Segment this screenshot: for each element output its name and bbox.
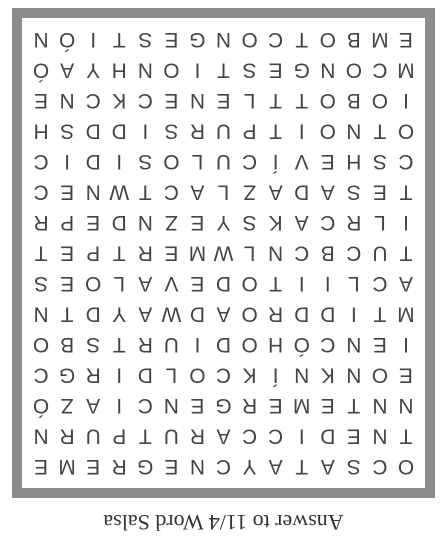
grid-letter: N: [33, 27, 49, 51]
grid-letter: T: [269, 119, 283, 143]
grid-letter: C: [372, 58, 388, 82]
grid-letter: T: [217, 58, 230, 82]
grid-letter: Z: [243, 180, 256, 204]
grid-letter: I: [324, 272, 331, 296]
grid-letter: I: [403, 333, 409, 357]
grid-letter: Z: [60, 394, 74, 418]
grid-letter: K: [268, 210, 283, 234]
grid-letter: L: [191, 149, 204, 173]
grid-letter: R: [85, 363, 101, 387]
grid-letter: N: [33, 302, 49, 326]
grid-letter: I: [90, 27, 97, 51]
grid-letter: C: [242, 149, 258, 173]
word-search-grid: [22, 18, 425, 488]
grid-letter: D: [137, 363, 153, 387]
grid-letter: S: [346, 180, 361, 204]
grid-letter: H: [111, 58, 127, 82]
grid-letter: A: [268, 455, 283, 479]
grid-letter: R: [111, 455, 127, 479]
grid-letter: T: [112, 333, 126, 357]
grid-letter: D: [85, 119, 101, 143]
grid-letter: R: [268, 302, 284, 326]
grid-letter: T: [112, 241, 126, 265]
grid-letter: U: [163, 333, 179, 357]
grid-letter: R: [189, 119, 205, 143]
grid-letter: O: [397, 455, 415, 479]
grid-letter: T: [399, 180, 413, 204]
grid-letter: V: [164, 272, 179, 296]
grid-letter: C: [372, 455, 388, 479]
grid-letter: I: [194, 333, 201, 357]
grid-letter: O: [85, 272, 102, 296]
grid-letter: E: [320, 149, 335, 173]
grid-letter: O: [397, 119, 415, 143]
grid-letter: C: [268, 424, 284, 448]
grid-letter: I: [116, 149, 123, 173]
grid-letter: C: [215, 455, 232, 479]
grid-letter: S: [242, 210, 257, 234]
grid-letter: O: [32, 333, 50, 357]
grid-letter: S: [164, 119, 179, 143]
grid-letter: D: [111, 210, 127, 234]
grid-letter: B: [60, 333, 75, 357]
puzzle-frame: [12, 8, 435, 498]
grid-letter: N: [346, 363, 362, 387]
grid-letter: O: [163, 58, 180, 82]
grid-letter: T: [399, 241, 413, 265]
grid-letter: D: [85, 149, 101, 173]
grid-letter: O: [241, 27, 258, 51]
grid-letter: O: [371, 88, 389, 112]
grid-letter: C: [33, 180, 49, 204]
grid-letter: D: [215, 333, 232, 357]
grid-letter: T: [295, 27, 309, 51]
grid-letter: I: [298, 272, 305, 296]
grid-letter: C: [320, 210, 336, 234]
grid-letter: Í: [272, 363, 279, 387]
grid-letter: N: [346, 119, 362, 143]
grid-letter: A: [268, 180, 283, 204]
grid-letter: R: [346, 210, 362, 234]
grid-letter: S: [138, 149, 153, 173]
grid-letter: A: [216, 302, 231, 326]
grid-letter: E: [399, 363, 413, 387]
caption: Answer to 11/4 Word Salsa: [103, 510, 344, 536]
grid-letter: E: [190, 394, 205, 418]
grid-letter: T: [138, 180, 152, 204]
grid-letter: N: [85, 180, 101, 204]
grid-letter: S: [242, 58, 257, 82]
grid-letter: H: [346, 149, 362, 173]
grid-letter: N: [33, 424, 49, 448]
grid-letter: L: [243, 88, 256, 112]
grid-letter: D: [111, 119, 127, 143]
grid-letter: E: [346, 424, 361, 448]
grid-letter: H: [268, 333, 284, 357]
grid-letter: E: [164, 88, 179, 112]
grid-letter: M: [397, 58, 415, 82]
grid-letter: E: [216, 88, 231, 112]
grid-letter: Y: [86, 58, 101, 82]
grid-letter: T: [373, 302, 387, 326]
grid-letter: C: [33, 149, 49, 173]
grid-letter: C: [215, 363, 232, 387]
grid-letter: C: [137, 394, 153, 418]
grid-letter: O: [241, 302, 258, 326]
grid-letter: R: [137, 333, 153, 357]
grid-letter: C: [320, 333, 336, 357]
grid-letter: A: [60, 58, 75, 82]
grid-letter: A: [138, 272, 153, 296]
grid-letter: Ó: [32, 58, 50, 82]
grid-letter: O: [189, 363, 206, 387]
grid-letter: O: [371, 363, 389, 387]
grid-letter: O: [163, 149, 180, 173]
grid-letter: M: [58, 455, 76, 479]
grid-letter: R: [59, 424, 75, 448]
grid-letter: I: [403, 210, 409, 234]
grid-letter: A: [86, 394, 101, 418]
grid-letter: T: [295, 88, 309, 112]
grid-letter: I: [142, 119, 149, 143]
grid-letter: P: [242, 119, 257, 143]
grid-letter: C: [163, 180, 179, 204]
grid-letter: K: [320, 363, 335, 387]
grid-letter: S: [138, 27, 153, 51]
grid-letter: E: [34, 88, 48, 112]
grid-letter: D: [320, 424, 336, 448]
grid-letter: L: [348, 272, 360, 296]
grid-letter: M: [397, 302, 415, 326]
grid-letter: L: [165, 363, 178, 387]
grid-letter: Y: [242, 455, 257, 479]
grid-letter: S: [372, 149, 387, 173]
grid-letter: E: [190, 272, 205, 296]
grid-letter: U: [372, 241, 388, 265]
grid-letter: E: [34, 455, 48, 479]
grid-letter: I: [116, 394, 123, 418]
grid-letter: A: [399, 272, 413, 296]
grid-letter: I: [64, 149, 70, 173]
grid-letter: Ó: [293, 333, 310, 357]
grid-letter: O: [319, 88, 336, 112]
grid-letter: C: [137, 88, 153, 112]
grid-letter: C: [372, 272, 388, 296]
grid-letter: N: [137, 210, 153, 234]
grid-letter: W: [161, 302, 182, 326]
grid-letter: A: [294, 210, 309, 234]
grid-letter: P: [86, 241, 101, 265]
grid-letter: T: [269, 272, 283, 296]
grid-letter: E: [268, 394, 283, 418]
grid-letter: W: [109, 180, 130, 204]
grid-letter: E: [320, 394, 335, 418]
grid-letter: L: [113, 272, 126, 296]
grid-letter: E: [268, 58, 283, 82]
grid-letter: E: [60, 241, 75, 265]
grid-letter: O: [319, 119, 336, 143]
grid-letter: T: [373, 119, 387, 143]
grid-letter: U: [215, 119, 232, 143]
grid-letter: E: [372, 180, 387, 204]
grid-letter: C: [346, 241, 362, 265]
grid-letter: E: [60, 180, 75, 204]
grid-letter: T: [269, 88, 283, 112]
grid-letter: T: [295, 455, 309, 479]
grid-letter: N: [320, 58, 336, 82]
grid-letter: S: [346, 455, 361, 479]
grid-letter: M: [188, 241, 207, 265]
grid-letter: N: [137, 58, 153, 82]
grid-letter: C: [85, 88, 101, 112]
grid-letter: N: [372, 394, 388, 418]
grid-letter: Ó: [32, 394, 50, 418]
grid-letter: C: [294, 241, 310, 265]
grid-letter: E: [86, 210, 101, 234]
grid-letter: I: [116, 363, 123, 387]
grid-letter: O: [241, 333, 258, 357]
grid-letter: O: [319, 27, 336, 51]
grid-letter: A: [320, 455, 335, 479]
grid-letter: T: [60, 302, 74, 326]
grid-letter: N: [372, 424, 388, 448]
grid-letter: G: [58, 363, 76, 387]
grid-letter: P: [112, 424, 127, 448]
grid-letter: E: [164, 455, 179, 479]
grid-letter: V: [294, 149, 309, 173]
grid-letter: Ó: [58, 27, 76, 51]
grid-letter: C: [268, 27, 284, 51]
grid-letter: R: [189, 424, 205, 448]
grid-letter: N: [189, 455, 205, 479]
grid-letter: N: [59, 88, 75, 112]
grid-letter: U: [85, 424, 101, 448]
grid-letter: Z: [164, 210, 178, 234]
grid-letter: E: [86, 455, 101, 479]
grid-letter: E: [399, 27, 413, 51]
grid-letter: T: [34, 241, 48, 265]
grid-letter: E: [164, 241, 179, 265]
grid-letter: S: [34, 272, 48, 296]
grid-letter: G: [137, 455, 154, 479]
grid-letter: Y: [216, 210, 231, 234]
grid-letter: R: [137, 241, 153, 265]
grid-letter: L: [243, 241, 256, 265]
grid-letter: R: [33, 210, 49, 234]
grid-letter: S: [60, 119, 75, 143]
grid-letter: T: [138, 424, 152, 448]
grid-letter: C: [398, 149, 414, 173]
grid-letter: E: [190, 210, 205, 234]
grid-letter: T: [399, 424, 413, 448]
grid-letter: B: [346, 88, 361, 112]
grid-letter: P: [60, 210, 75, 234]
grid-letter: D: [320, 302, 336, 326]
grid-letter: O: [345, 58, 362, 82]
grid-letter: Í: [272, 149, 279, 173]
grid-letter: G: [215, 394, 232, 418]
grid-letter: L: [217, 180, 230, 204]
grid-letter: D: [85, 302, 101, 326]
grid-letter: D: [189, 302, 205, 326]
grid-letter: S: [86, 333, 101, 357]
grid-letter: N: [163, 394, 179, 418]
grid-letter: Y: [112, 302, 127, 326]
grid-letter: U: [163, 424, 179, 448]
grid-letter: R: [242, 394, 258, 418]
grid-letter: O: [241, 272, 258, 296]
grid-letter: K: [242, 363, 257, 387]
grid-letter: I: [403, 88, 409, 112]
grid-letter: I: [298, 119, 305, 143]
grid-letter: N: [346, 333, 362, 357]
grid-letter: N: [294, 363, 310, 387]
grid-letter: A: [190, 180, 205, 204]
grid-letter: G: [293, 58, 310, 82]
grid-letter: M: [293, 394, 311, 418]
grid-letter: C: [33, 363, 49, 387]
grid-letter: G: [189, 27, 206, 51]
grid-letter: D: [215, 272, 232, 296]
grid-letter: T: [347, 394, 361, 418]
grid-letter: H: [33, 119, 49, 143]
grid-letter: M: [371, 27, 389, 51]
grid-letter: N: [215, 27, 232, 51]
grid-letter: D: [294, 302, 310, 326]
grid-letter: N: [268, 241, 284, 265]
grid-letter: W: [213, 241, 234, 265]
grid-letter: D: [294, 180, 310, 204]
grid-letter: U: [215, 149, 232, 173]
grid-letter: A: [216, 424, 231, 448]
grid-letter: N: [398, 394, 414, 418]
grid-letter: C: [242, 424, 258, 448]
grid-letter: E: [372, 333, 387, 357]
grid-letter: B: [346, 27, 361, 51]
grid-letter: I: [298, 424, 305, 448]
grid-letter: L: [374, 210, 386, 234]
grid-letter: B: [320, 241, 335, 265]
grid-letter: K: [112, 88, 127, 112]
grid-letter: N: [189, 88, 205, 112]
grid-letter: A: [320, 180, 335, 204]
grid-letter: I: [350, 302, 357, 326]
grid-letter: I: [194, 58, 201, 82]
grid-letter: T: [112, 27, 126, 51]
grid-letter: E: [164, 27, 179, 51]
grid-letter: E: [60, 272, 75, 296]
grid-letter: A: [138, 302, 153, 326]
